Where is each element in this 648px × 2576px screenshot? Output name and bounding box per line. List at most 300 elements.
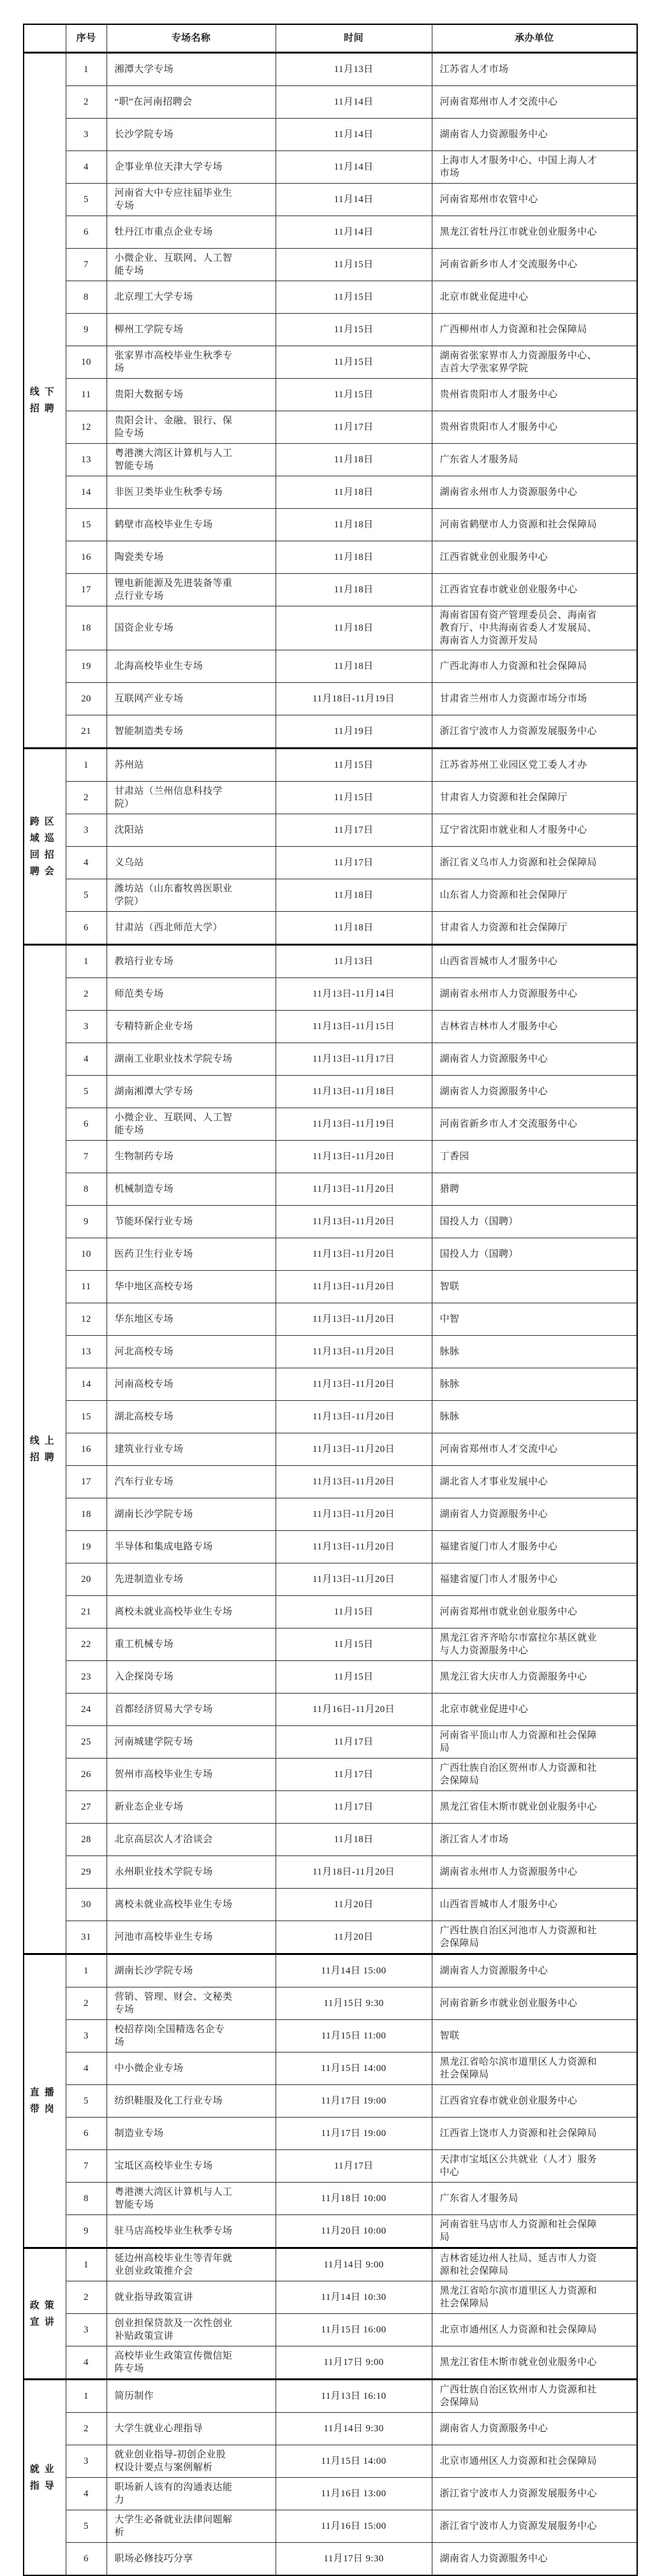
table-row: [24, 2281, 637, 2314]
session-name: 河池市高校毕业生专场: [107, 1921, 276, 1954]
session-time: 11月15日 16:00: [276, 2314, 432, 2346]
table-row: [24, 2118, 637, 2150]
session-name: 北京高层次人才洽谈会: [107, 1824, 276, 1856]
table-row: [24, 86, 637, 119]
row-index: 8: [66, 281, 107, 314]
organizer-name: 脉脉: [432, 1401, 637, 1433]
organizer-name: 江西省宜春市就业创业服务中心: [432, 2085, 637, 2118]
session-time: 11月18日: [276, 444, 432, 476]
row-index: 2: [66, 1987, 107, 2020]
table-row: [24, 1596, 637, 1628]
session-name: 专精特新企业专场: [107, 1011, 276, 1043]
session-name: 建筑业行业专场: [107, 1433, 276, 1466]
organizer-name: 浙江省宁波市人力资源发展服务中心: [432, 2510, 637, 2543]
session-name: 大学生必备就业法律问题解析: [107, 2510, 276, 2543]
session-time: 11月14日 9:00: [276, 2248, 432, 2281]
session-name: 北海高校毕业生专场: [107, 650, 276, 683]
header-group-cell: [24, 24, 66, 53]
session-name: 简历制作: [107, 2380, 276, 2413]
session-time: 11月15日: [276, 782, 432, 814]
row-index: 6: [66, 216, 107, 249]
organizer-name: 上海市人才服务中心、中国上海人才市场: [432, 151, 637, 184]
session-time: 11月17日 9:30: [276, 2543, 432, 2576]
session-time: 11月18日: [276, 541, 432, 574]
session-name: 华中地区高校专场: [107, 1271, 276, 1303]
session-time: 11月13日: [276, 945, 432, 978]
row-index: 19: [66, 650, 107, 683]
row-index: 5: [66, 2085, 107, 2118]
organizer-name: 北京市通州区人力资源和社会保障局: [432, 2314, 637, 2346]
organizer-name: 智联: [432, 1271, 637, 1303]
group-label-text: 线下招聘: [29, 387, 59, 414]
group-label-text: 线上招聘: [29, 1436, 59, 1463]
session-name: 小微企业、互联网、人工智能专场: [107, 249, 276, 281]
table-row: [24, 1206, 637, 1238]
page: [0, 24, 648, 2564]
session-time: 11月15日: [276, 314, 432, 346]
session-name: 互联网产业专场: [107, 683, 276, 715]
organizer-name: 北京市通州区人力资源和社会保障局: [432, 2445, 637, 2478]
session-time: 11月13日-11月20日: [276, 1368, 432, 1401]
group-label-cell: [24, 2380, 66, 2576]
session-name: 华东地区专场: [107, 1303, 276, 1336]
row-index: 27: [66, 1791, 107, 1824]
row-index: 3: [66, 1011, 107, 1043]
table-row: [24, 1661, 637, 1694]
row-index: 18: [66, 1498, 107, 1531]
session-name: 中小微企业专场: [107, 2053, 276, 2085]
organizer-name: 湖南省永州市人力资源服务中心: [432, 1856, 637, 1889]
group-label-cell: [24, 749, 66, 945]
organizer-name: 天津市宝坻区公共就业（人才）服务中心: [432, 2150, 637, 2183]
session-time: 11月13日-11月20日: [276, 1336, 432, 1368]
table-row: [24, 119, 637, 151]
row-index: 11: [66, 379, 107, 411]
row-index: 9: [66, 2215, 107, 2248]
table-row: [24, 1368, 637, 1401]
table-row: [24, 2183, 637, 2215]
organizer-name: 吉林省延边州人社局、延吉市人力资源和社会保障局: [432, 2248, 637, 2281]
table-row: [24, 2346, 637, 2380]
organizer-name: 黑龙江省佳木斯市就业创业服务中心: [432, 2346, 637, 2380]
row-index: 5: [66, 2510, 107, 2543]
row-index: 2: [66, 2281, 107, 2314]
session-time: 11月13日-11月20日: [276, 1271, 432, 1303]
session-name: 高校毕业生政策宣传微信矩阵专场: [107, 2346, 276, 2380]
organizer-name: 山西省晋城市人才服务中心: [432, 1889, 637, 1921]
table-row: [24, 1303, 637, 1336]
session-time: 11月13日: [276, 53, 432, 86]
row-index: 28: [66, 1824, 107, 1856]
table-row: [24, 650, 637, 683]
table-row: [24, 151, 637, 184]
row-index: 5: [66, 184, 107, 216]
session-name: 湖南长沙学院专场: [107, 1954, 276, 1987]
session-name: 职场必修技巧分享: [107, 2543, 276, 2576]
organizer-name: 山西省晋城市人才服务中心: [432, 945, 637, 978]
row-index: 4: [66, 847, 107, 879]
header-organizer: 承办单位: [432, 24, 637, 53]
session-name: 重工机械专场: [107, 1628, 276, 1661]
session-name: 陶瓷类专场: [107, 541, 276, 574]
row-index: 13: [66, 444, 107, 476]
table-row: [24, 346, 637, 379]
session-name: 先进制造业专场: [107, 1563, 276, 1596]
row-index: 7: [66, 2150, 107, 2183]
group-label-text: 就业指导: [29, 2464, 59, 2491]
table-row: [24, 2020, 637, 2053]
organizer-name: 黑龙江省佳木斯市就业创业服务中心: [432, 1791, 637, 1824]
table-row: [24, 782, 637, 814]
table-row: [24, 1076, 637, 1108]
session-time: 11月14日: [276, 184, 432, 216]
row-index: 5: [66, 1076, 107, 1108]
session-time: 11月15日 14:00: [276, 2053, 432, 2085]
organizer-name: 浙江省宁波市人力资源发展服务中心: [432, 715, 637, 749]
organizer-name: 广西壮族自治区河池市人力资源和社会保障局: [432, 1921, 637, 1954]
row-index: 4: [66, 2346, 107, 2380]
session-time: 11月17日: [276, 1791, 432, 1824]
session-time: 11月13日-11月18日: [276, 1076, 432, 1108]
table-row: [24, 1987, 637, 2020]
table-row: [24, 2445, 637, 2478]
session-time: 11月20日 10:00: [276, 2215, 432, 2248]
organizer-name: 浙江省义乌市人力资源和社会保障局: [432, 847, 637, 879]
table-row: [24, 1336, 637, 1368]
session-name: 师范类专场: [107, 978, 276, 1011]
session-name: 机械制造专场: [107, 1173, 276, 1206]
organizer-name: 湖南省人力资源服务中心: [432, 1498, 637, 1531]
session-name: 医药卫生行业专场: [107, 1238, 276, 1271]
header-row: [24, 24, 637, 53]
session-time: 11月18日-11月19日: [276, 683, 432, 715]
session-time: 11月20日: [276, 1921, 432, 1954]
row-index: 3: [66, 814, 107, 847]
session-name: 首都经济贸易大学专场: [107, 1694, 276, 1726]
table-row: [24, 2413, 637, 2445]
session-name: 鹤壁市高校毕业生专场: [107, 509, 276, 541]
session-time: 11月13日-11月19日: [276, 1108, 432, 1141]
row-index: 25: [66, 1726, 107, 1759]
session-name: 牡丹江市重点企业专场: [107, 216, 276, 249]
session-name: 张家界市高校毕业生秋季专场: [107, 346, 276, 379]
table-row: [24, 509, 637, 541]
table-row: [24, 1401, 637, 1433]
session-time: 11月18日-11月20日: [276, 1856, 432, 1889]
session-name: 义乌站: [107, 847, 276, 879]
session-time: 11月16日 13:00: [276, 2478, 432, 2510]
session-time: 11月17日: [276, 1726, 432, 1759]
organizer-name: 黑龙江省哈尔滨市道里区人力资源和社会保障局: [432, 2053, 637, 2085]
organizer-name: 黑龙江省齐齐哈尔市富拉尔基区就业与人力资源服务中心: [432, 1628, 637, 1661]
session-time: 11月18日: [276, 879, 432, 912]
organizer-name: 湖南省人力资源服务中心: [432, 2543, 637, 2576]
session-time: 11月17日 19:00: [276, 2085, 432, 2118]
session-name: 河北高校专场: [107, 1336, 276, 1368]
session-time: 11月14日: [276, 216, 432, 249]
table-row: [24, 1271, 637, 1303]
table-row: [24, 1694, 637, 1726]
organizer-name: 河南省新乡市就业创业服务中心: [432, 1987, 637, 2020]
organizer-name: 国投人力（国聘）: [432, 1238, 637, 1271]
organizer-name: 河南省郑州市人才交流中心: [432, 86, 637, 119]
session-time: 11月17日: [276, 411, 432, 444]
row-index: 5: [66, 879, 107, 912]
table-row: [24, 1173, 637, 1206]
row-index: 3: [66, 2445, 107, 2478]
table-row: [24, 249, 637, 281]
session-name: 潍坊站（山东畜牧兽医职业学院）: [107, 879, 276, 912]
session-time: 11月18日: [276, 1824, 432, 1856]
table-row: [24, 1563, 637, 1596]
organizer-name: 湖北省人才事业发展中心: [432, 1466, 637, 1498]
row-index: 7: [66, 1141, 107, 1173]
row-index: 16: [66, 541, 107, 574]
organizer-name: 湖南省人力资源服务中心: [432, 1043, 637, 1076]
table-row: [24, 411, 637, 444]
session-name: 延边州高校毕业生等青年就业创业政策推介会: [107, 2248, 276, 2281]
row-index: 9: [66, 314, 107, 346]
session-time: 11月15日: [276, 249, 432, 281]
session-name: 长沙学院专场: [107, 119, 276, 151]
row-index: 31: [66, 1921, 107, 1954]
table-row: [24, 945, 637, 978]
organizer-name: 甘肃省人力资源和社会保障厅: [432, 912, 637, 945]
table-row: [24, 2150, 637, 2183]
session-time: 11月17日: [276, 1759, 432, 1791]
table-row: [24, 1141, 637, 1173]
organizer-name: 河南省郑州市农管中心: [432, 184, 637, 216]
session-time: 11月13日-11月20日: [276, 1206, 432, 1238]
table-row: [24, 2314, 637, 2346]
organizer-name: 丁香园: [432, 1141, 637, 1173]
organizer-name: 湖南省人力资源服务中心: [432, 1954, 637, 1987]
table-row: [24, 1921, 637, 1954]
organizer-name: 中智: [432, 1303, 637, 1336]
row-index: 4: [66, 151, 107, 184]
row-index: 23: [66, 1661, 107, 1694]
session-name: 智能制造类专场: [107, 715, 276, 749]
row-index: 2: [66, 782, 107, 814]
table-row: [24, 1889, 637, 1921]
organizer-name: 江苏省人才市场: [432, 53, 637, 86]
organizer-name: 脉脉: [432, 1336, 637, 1368]
row-index: 6: [66, 912, 107, 945]
session-time: 11月18日: [276, 912, 432, 945]
session-time: 11月14日 15:00: [276, 1954, 432, 1987]
table-row: [24, 1498, 637, 1531]
table-row: [24, 541, 637, 574]
group-label-text: 跨区域巡回招聘会: [29, 816, 59, 877]
session-name: 离校未就业高校毕业生专场: [107, 1889, 276, 1921]
session-time: 11月16日 15:00: [276, 2510, 432, 2543]
row-index: 17: [66, 1466, 107, 1498]
table-row: [24, 184, 637, 216]
organizer-name: 江西省就业创业服务中心: [432, 541, 637, 574]
session-time: 11月14日: [276, 119, 432, 151]
organizer-name: 湖南省永州市人力资源服务中心: [432, 476, 637, 509]
row-index: 14: [66, 1368, 107, 1401]
session-time: 11月13日-11月20日: [276, 1238, 432, 1271]
organizer-name: 江苏省苏州工业园区党工委人才办: [432, 749, 637, 782]
session-name: 永州职业技术学院专场: [107, 1856, 276, 1889]
session-name: 就业创业指导-初创企业股权设计要点与案例解析: [107, 2445, 276, 2478]
organizer-name: 河南省驻马店市人力资源和社会保障局: [432, 2215, 637, 2248]
organizer-name: 浙江省宁波市人力资源发展服务中心: [432, 2478, 637, 2510]
session-name: 半导体和集成电路专场: [107, 1531, 276, 1563]
row-index: 24: [66, 1694, 107, 1726]
session-time: 11月13日-11月17日: [276, 1043, 432, 1076]
row-index: 17: [66, 574, 107, 606]
row-index: 16: [66, 1433, 107, 1466]
session-time: 11月18日: [276, 650, 432, 683]
session-name: 纺织鞋服及化工行业专场: [107, 2085, 276, 2118]
row-index: 20: [66, 683, 107, 715]
organizer-name: 黑龙江省哈尔滨市道里区人力资源和社会保障局: [432, 2281, 637, 2314]
row-index: 21: [66, 1596, 107, 1628]
session-time: 11月18日: [276, 509, 432, 541]
row-index: 2: [66, 978, 107, 1011]
session-name: 北京理工大学专场: [107, 281, 276, 314]
session-time: 11月13日-11月20日: [276, 1401, 432, 1433]
session-time: 11月18日 10:00: [276, 2183, 432, 2215]
session-name: 校招荐岗|全国精选名企专场: [107, 2020, 276, 2053]
session-time: 11月15日 11:00: [276, 2020, 432, 2053]
session-name: 粤港澳大湾区计算机与人工智能专场: [107, 2183, 276, 2215]
session-name: 甘肃站（兰州信息科技学院）: [107, 782, 276, 814]
table-row: [24, 1628, 637, 1661]
session-time: 11月17日 19:00: [276, 2118, 432, 2150]
session-name: 创业担保贷款及一次性创业补贴政策宣讲: [107, 2314, 276, 2346]
session-name: 国资企业专场: [107, 606, 276, 650]
session-name: 制造业专场: [107, 2118, 276, 2150]
organizer-name: 湖南省永州市人力资源服务中心: [432, 978, 637, 1011]
table-body: [24, 53, 637, 2576]
header-session-name: 专场名称: [107, 24, 276, 53]
organizer-name: 贵州省贵阳市人才服务中心: [432, 411, 637, 444]
row-index: 22: [66, 1628, 107, 1661]
table-row: [24, 814, 637, 847]
organizer-name: 国投人力（国聘）: [432, 1206, 637, 1238]
session-name: 新业态企业专场: [107, 1791, 276, 1824]
session-time: 11月17日: [276, 814, 432, 847]
header-index: 序号: [66, 24, 107, 53]
group-label-text: 政策宣讲: [29, 2300, 59, 2327]
session-time: 11月13日-11月15日: [276, 1011, 432, 1043]
organizer-name: 黑龙江省大庆市人力资源服务中心: [432, 1661, 637, 1694]
table-row: [24, 53, 637, 86]
session-name: “职”在河南招聘会: [107, 86, 276, 119]
table-row: [24, 2085, 637, 2118]
session-time: 11月14日: [276, 151, 432, 184]
session-name: 甘肃站（西北师范大学）: [107, 912, 276, 945]
table-row: [24, 1433, 637, 1466]
organizer-name: 湖南省人力资源服务中心: [432, 119, 637, 151]
session-time: 11月15日: [276, 1661, 432, 1694]
table-row: [24, 1531, 637, 1563]
session-time: 11月13日-11月20日: [276, 1563, 432, 1596]
organizer-name: 广西壮族自治区钦州市人力资源和社会保障局: [432, 2380, 637, 2413]
row-index: 9: [66, 1206, 107, 1238]
session-time: 11月17日: [276, 847, 432, 879]
session-time: 11月15日 14:00: [276, 2445, 432, 2478]
row-index: 8: [66, 1173, 107, 1206]
table-row: [24, 2248, 637, 2281]
session-name: 粤港澳大湾区计算机与人工智能专场: [107, 444, 276, 476]
organizer-name: 北京市就业促进中心: [432, 281, 637, 314]
session-time: 11月18日: [276, 606, 432, 650]
session-name: 河南城建学院专场: [107, 1726, 276, 1759]
session-time: 11月13日-11月20日: [276, 1498, 432, 1531]
session-name: 河南高校专场: [107, 1368, 276, 1401]
session-name: 小微企业、互联网、人工智能专场: [107, 1108, 276, 1141]
group-label-cell: [24, 2248, 66, 2380]
organizer-name: 湖南省人力资源服务中心: [432, 2413, 637, 2445]
row-index: 1: [66, 749, 107, 782]
session-time: 11月15日: [276, 1628, 432, 1661]
session-name: 汽车行业专场: [107, 1466, 276, 1498]
row-index: 19: [66, 1531, 107, 1563]
organizer-name: 江西省宜春市就业创业服务中心: [432, 574, 637, 606]
organizer-name: 湖南省人力资源服务中心: [432, 1076, 637, 1108]
session-name: 河南省大中专应往届毕业生专场: [107, 184, 276, 216]
organizer-name: 甘肃省兰州市人力资源市场分市场: [432, 683, 637, 715]
organizer-name: 辽宁省沈阳市就业和人才服务中心: [432, 814, 637, 847]
organizer-name: 福建省厦门市人才服务中心: [432, 1531, 637, 1563]
header-time: 时间: [276, 24, 432, 53]
table-row: [24, 379, 637, 411]
organizer-name: 广东省人才服务局: [432, 2183, 637, 2215]
row-index: 3: [66, 119, 107, 151]
session-name: 湖南长沙学院专场: [107, 1498, 276, 1531]
table-row: [24, 1726, 637, 1759]
session-time: 11月15日: [276, 379, 432, 411]
table-row: [24, 715, 637, 749]
table-row: [24, 314, 637, 346]
session-name: 苏州站: [107, 749, 276, 782]
table-row: [24, 476, 637, 509]
table-row: [24, 1759, 637, 1791]
session-time: 11月15日: [276, 281, 432, 314]
row-index: 1: [66, 945, 107, 978]
session-name: 节能环保行业专场: [107, 1206, 276, 1238]
organizer-name: 甘肃省人力资源和社会保障厅: [432, 782, 637, 814]
table-row: [24, 683, 637, 715]
session-time: 11月14日 10:30: [276, 2281, 432, 2314]
table-row: [24, 216, 637, 249]
organizer-name: 河南省新乡市人才交流服务中心: [432, 1108, 637, 1141]
row-index: 15: [66, 509, 107, 541]
row-index: 2: [66, 86, 107, 119]
organizer-name: 江西省上饶市人力资源和社会保障局: [432, 2118, 637, 2150]
organizer-name: 北京市就业促进中心: [432, 1694, 637, 1726]
table-row: [24, 749, 637, 782]
row-index: 10: [66, 346, 107, 379]
organizer-name: 海南省国有资产管理委员会、海南省教育厅、中共海南省委人才发展局、海南省人力资源开发局: [432, 606, 637, 650]
table-row: [24, 1238, 637, 1271]
table-row: [24, 444, 637, 476]
session-name: 教培行业专场: [107, 945, 276, 978]
session-name: 湖南工业职业技术学院专场: [107, 1043, 276, 1076]
row-index: 1: [66, 53, 107, 86]
session-name: 生物制药专场: [107, 1141, 276, 1173]
organizer-name: 河南省新乡市人才交流服务中心: [432, 249, 637, 281]
session-name: 营销、管理、财会、文秘类专场: [107, 1987, 276, 2020]
table-row: [24, 2380, 637, 2413]
table-row: [24, 978, 637, 1011]
session-time: 11月14日 9:30: [276, 2413, 432, 2445]
row-index: 3: [66, 2314, 107, 2346]
